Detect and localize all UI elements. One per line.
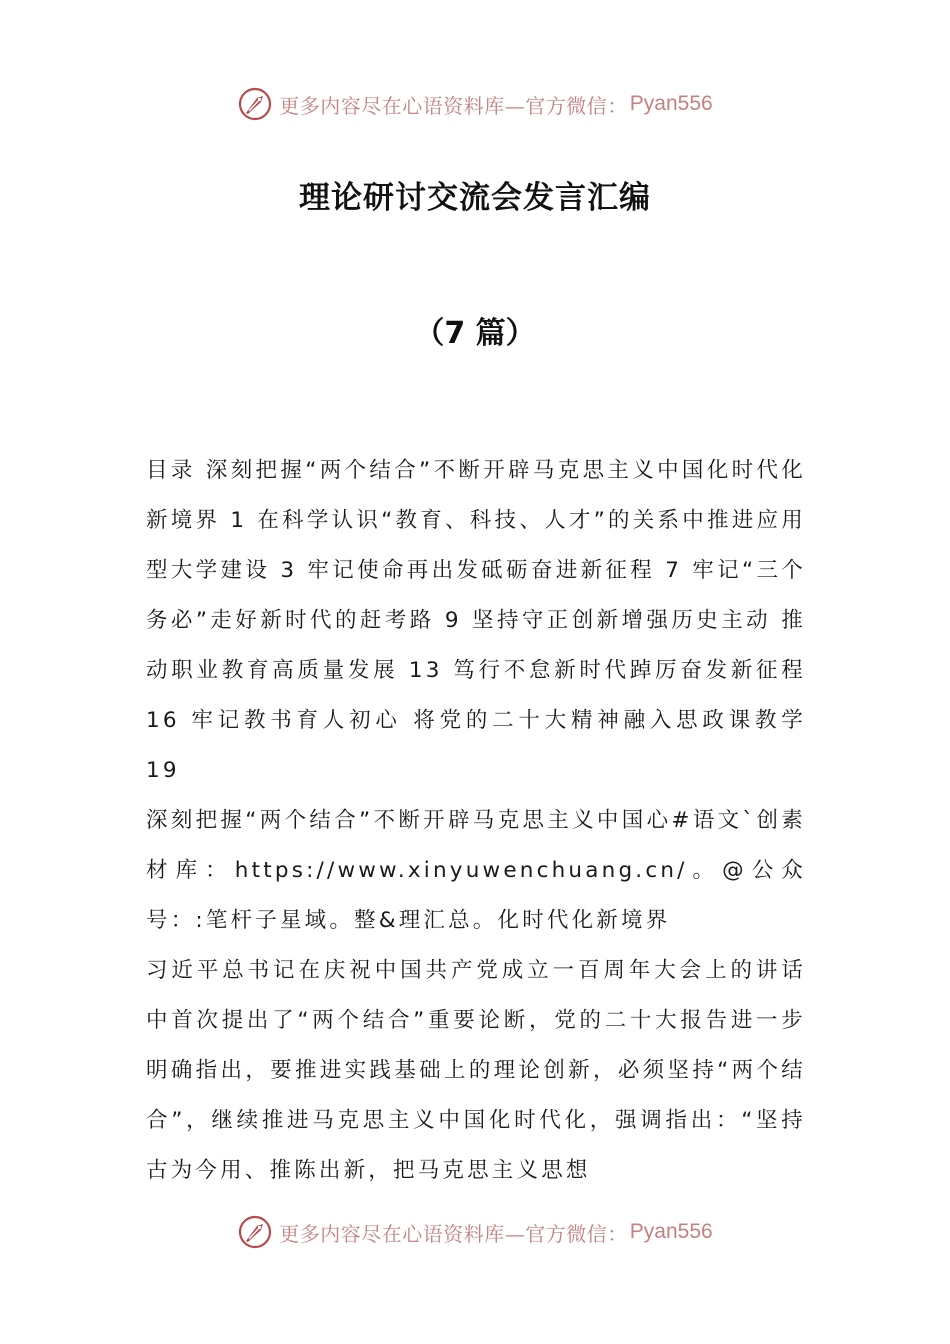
table-of-contents-paragraph: 目录 深刻把握“两个结合”不断开辟马克思主义中国化时代化新境界 1 在科学认识“教育、科技、人才”的关系中推进应用型大学建设 3 牢记使命再出发砥砺奋进新征程 7 牢记“三个务必”走好新时代的赶考路 9 坚持守正创新增强历史主动 推动职业教育高质量发展 13 笃行不怠新时代踔厉奋发新征程 16 牢记教书育人初心 将党的二十大精神融入思政课教学 19: [146, 458, 806, 783]
watermark-handle: Pyan556: [629, 92, 713, 115]
body-paragraph: 习近平总书记在庆祝中国共产党成立一百周年大会上的讲话中首次提出了“两个结合”重要论断，党的二十大报告进一步明确指出，要推进实践基础上的理论创新，必须坚持“两个结合”，继续推进马克思主义中国化时代化，强调指出：“坚持古为今用、推陈出新，把马克思主义思想: [146, 958, 806, 1183]
section-heading-paragraph: 深刻把握“两个结合”不断开辟马克思主义中国心#语文`创素材库：https://www.xinyuwenchuang.cn/。@公众号：:笔杆子星域。整&理汇总。化时代化新境界: [146, 808, 806, 933]
document-body: [146, 446, 806, 1196]
footer-watermark: [0, 1212, 950, 1252]
document-title: 理论研讨交流会发言汇编: [299, 180, 651, 216]
document-subtitle: （7 篇）: [414, 316, 536, 351]
watermark-text: 更多内容尽在心语资料库—官方微信：: [279, 93, 628, 118]
pen-nib-logo-icon: [237, 1214, 273, 1250]
watermark-text: 更多内容尽在心语资料库—官方微信：: [279, 1221, 628, 1246]
pen-nib-logo-icon: [237, 86, 273, 122]
watermark-handle: Pyan556: [629, 1220, 713, 1243]
header-watermark: [0, 84, 950, 124]
